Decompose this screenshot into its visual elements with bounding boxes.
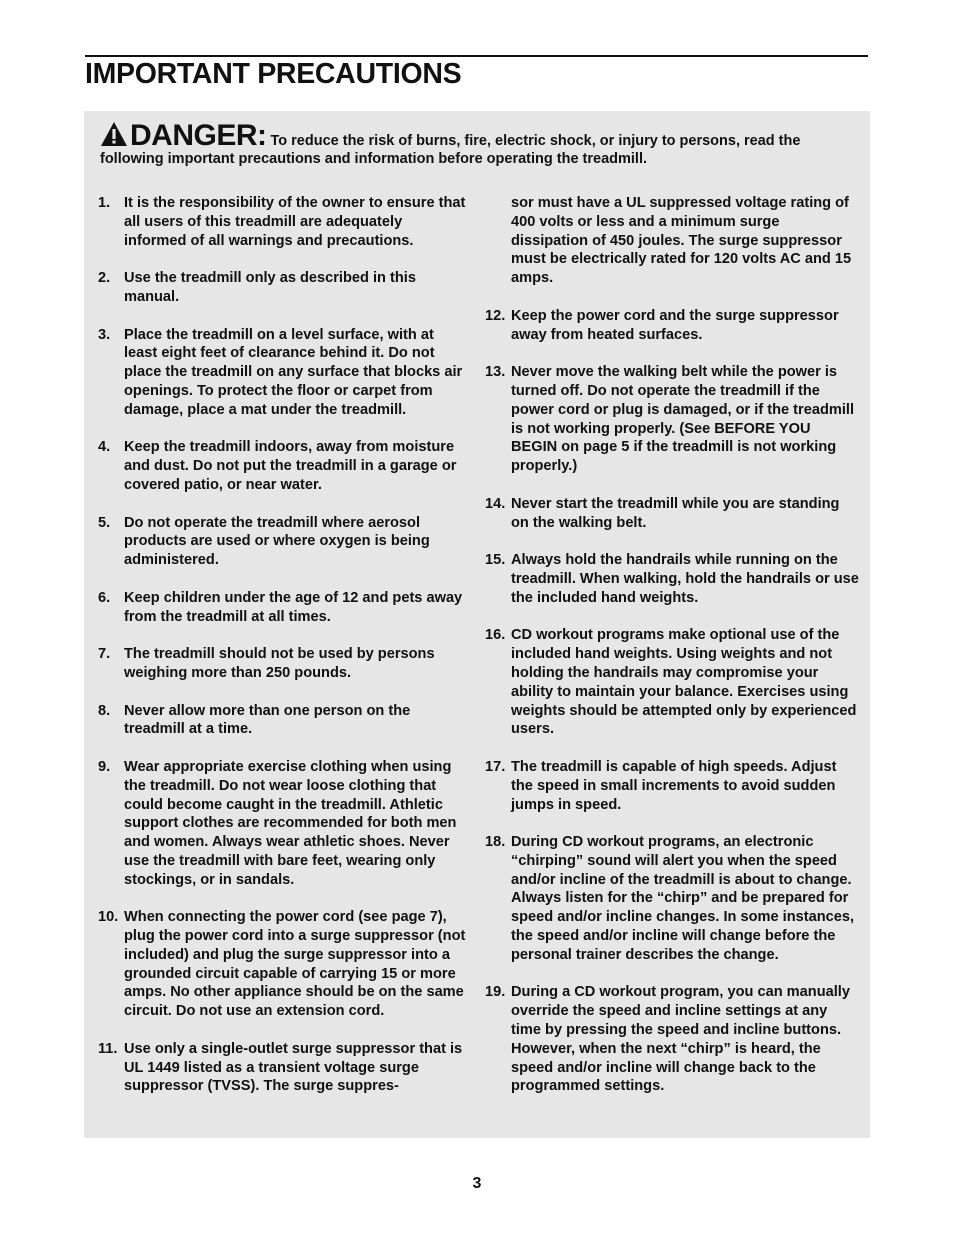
- item-text: sor must have a UL suppressed voltage rating of 400 volts or less and a minimum surge dissipation of 450 joules. The surge suppressor must be electrically rated for 120 volts AC and 15 amps.: [511, 195, 852, 287]
- item-number: 1.: [98, 195, 111, 211]
- item-number: 6.: [98, 589, 111, 606]
- item-text: Wear appropriate exercise clothing when using the treadmill. Do not wear loose clothing that could become caught in the treadmill. Athletic support clothes are recommended for both men and women. Always wear athletic shoes. Never use the treadmill with bare feet, wearing only stockings, or in sandals.: [124, 758, 457, 888]
- item-number: 4.: [98, 439, 111, 456]
- item-number: 2.: [98, 270, 111, 287]
- item-text: The treadmill is capable of high speeds. Adjust the speed in small increments to avoid sudden jumps in speed.: [511, 758, 837, 813]
- list-item: [98, 326, 468, 420]
- warning-triangle-icon: [100, 121, 128, 147]
- item-text: Do not operate the treadmill where aerosol products are used or where oxygen is being administered.: [124, 514, 430, 569]
- left-column: [98, 194, 468, 1115]
- item-number: 19.: [485, 984, 506, 1001]
- item-text: Never start the treadmill while you are standing on the walking belt.: [511, 495, 840, 531]
- item-text: It is the responsibility of the owner to ensure that all users of this treadmill are adequately informed of all warnings and precautions.: [124, 195, 466, 249]
- list-item: [485, 551, 860, 607]
- item-text: Keep the treadmill indoors, away from moisture and dust. Do not put the treadmill in a garage or covered patio, or near water.: [124, 439, 457, 493]
- item-number: 12.: [485, 307, 506, 324]
- list-item: [98, 702, 468, 740]
- list-item: [98, 514, 468, 570]
- item-text: Keep children under the age of 12 and pets away from the treadmill at all times.: [124, 589, 463, 625]
- item-number: 7.: [98, 646, 111, 663]
- list-item: [485, 833, 860, 965]
- list-item: [98, 645, 468, 683]
- page-title: IMPORTANT PRECAUTIONS: [85, 58, 462, 90]
- danger-header: [100, 121, 850, 168]
- item-number: 15.: [485, 552, 506, 569]
- item-number: 14.: [485, 495, 506, 512]
- list-item: [485, 307, 860, 345]
- list-item: [98, 589, 468, 627]
- right-column: [485, 194, 860, 1115]
- page-number: 3: [472, 1175, 482, 1192]
- item-number: 18.: [485, 834, 506, 851]
- item-number: 16.: [485, 627, 506, 644]
- list-item: [485, 626, 860, 739]
- item-number: 3.: [98, 326, 111, 343]
- item-text: The treadmill should not be used by persons weighing more than 250 pounds.: [124, 646, 435, 681]
- item-text: Always hold the handrails while running on the treadmill. When walking, hold the handrails or use the included hand weights.: [511, 552, 859, 606]
- item-number: 11.: [98, 1040, 118, 1057]
- list-item: [98, 758, 468, 890]
- list-item: [485, 758, 860, 814]
- item-text: Never allow more than one person on the treadmill at a time.: [124, 702, 411, 738]
- item-text: Place the treadmill on a level surface, with at least eight feet of clearance behind it. Do not place the treadmill on any surface that blocks air openings. To protect the floor or carpet from damage, place a mat under the treadmill.: [124, 326, 463, 418]
- list-item: [485, 495, 860, 533]
- item-number: 10.: [98, 909, 119, 926]
- item-text: When connecting the power cord (see page 7), plug the power cord into a surge suppressor (not included) and plug the surge suppressor into a grounded circuit capable of carrying 15 or more amps. No other appliance should be on the same circuit. Do not use an extension cord.: [124, 909, 466, 1020]
- item-text: During a CD workout program, you can manually override the speed and incline settings at any time by pressing the speed and incline buttons. However, when the next “chirp” is heard, the speed and/or incline will change back to the programmed settings.: [511, 984, 850, 1095]
- list-item: [98, 438, 468, 494]
- item-number: 9.: [98, 758, 111, 775]
- item-text: Use only a single-outlet surge suppressor that is UL 1449 listed as a transient voltage surge suppressor (TVSS). The surge suppres-: [124, 1040, 463, 1095]
- item-text: Use the treadmill only as described in this manual.: [124, 270, 416, 305]
- item-text: Never move the walking belt while the power is turned off. Do not operate the treadmill if the power cord or plug is damaged, or if the treadmill is not working properly. (See BEFORE YOU BEGIN on page 5 if the treadmill is not working properly.): [511, 364, 855, 475]
- list-item: [98, 269, 468, 307]
- list-item: [485, 363, 860, 476]
- list-item: [485, 983, 860, 1096]
- item-text: CD workout programs make optional use of the included hand weights. Using weights and not holding the handrails may compromise your ability to maintain your balance. Exercises using weights should be attempted only by experienced users.: [511, 627, 857, 738]
- item-text: During CD workout programs, an electronic “chirping” sound will alert you when the speed and/or incline of the treadmill is about to change. Always listen for the “chirp” and be prepared for speed and/or incline changes. In some instances, the speed and/or incline will change before the personal trainer describes the change.: [511, 834, 855, 963]
- item-number: 17.: [485, 758, 506, 775]
- list-item: [98, 908, 468, 1021]
- item-number: 13.: [485, 364, 506, 381]
- danger-label: DANGER:: [130, 119, 267, 152]
- list-item: [98, 194, 468, 250]
- list-item: [98, 1040, 468, 1096]
- list-item-continuation: [485, 194, 860, 288]
- item-number: 8.: [98, 702, 111, 719]
- item-number: 5.: [98, 514, 111, 531]
- item-text: Keep the power cord and the surge suppressor away from heated surfaces.: [511, 307, 839, 343]
- danger-text: To reduce the risk of burns, fire, electric shock, or injury to persons, read the following important precautions and information before operating the treadmill.: [100, 133, 801, 167]
- precautions-panel: [84, 111, 870, 1138]
